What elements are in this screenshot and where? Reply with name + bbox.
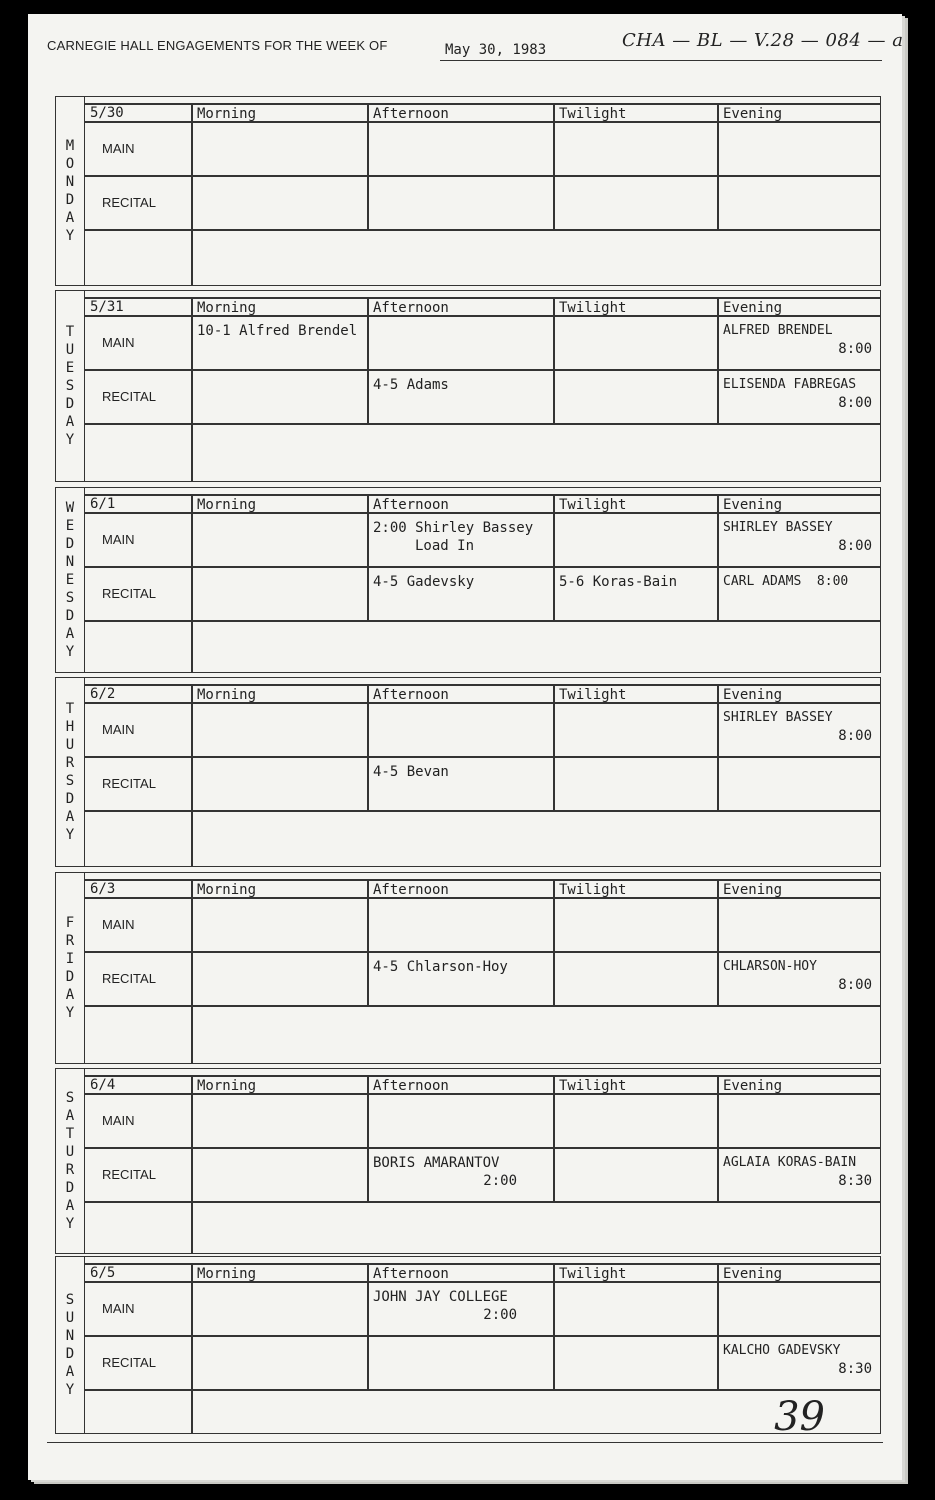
recital-afternoon-time: 2:00 <box>483 1173 517 1189</box>
day-letter: Y <box>65 827 75 843</box>
recital-evening-entry: CHLARSON-HOY <box>723 959 817 974</box>
day-name-vertical <box>56 488 85 672</box>
grid-line <box>717 297 719 423</box>
main-evening-time: 8:00 <box>838 341 872 357</box>
grid-line <box>84 810 880 812</box>
column-header-evening: Evening <box>723 1078 783 1094</box>
day-letter: U <box>65 1310 75 1326</box>
day-letter: A <box>65 987 75 1003</box>
column-header-twilight: Twilight <box>559 882 627 898</box>
day-letter: N <box>65 1328 75 1344</box>
recital-evening-time: 8:00 <box>838 395 872 411</box>
day-block <box>55 872 881 1064</box>
day-letter: D <box>65 1180 75 1196</box>
column-header-morning: Morning <box>197 687 257 703</box>
row-label-main: MAIN <box>102 917 135 932</box>
grid-line <box>717 879 719 1005</box>
grid-line <box>84 423 880 425</box>
grid-line <box>84 229 880 231</box>
grid-line <box>367 103 369 229</box>
column-header-evening: Evening <box>723 106 783 122</box>
main-evening-entry: ALFRED BRENDEL <box>723 323 833 338</box>
column-header-evening: Evening <box>723 882 783 898</box>
grid-line <box>84 1147 880 1149</box>
column-header-twilight: Twilight <box>559 106 627 122</box>
day-date: 6/5 <box>90 1265 116 1281</box>
grid-line <box>84 1201 880 1203</box>
grid-line <box>84 369 880 371</box>
day-letter: A <box>65 210 75 226</box>
grid-line <box>191 103 193 285</box>
recital-evening-time: 8:30 <box>838 1173 872 1189</box>
day-letter: N <box>65 174 75 190</box>
day-grid <box>84 1257 880 1433</box>
day-letter: S <box>65 1090 75 1106</box>
archive-code: CHA — BL — V.28 — 084 — a <box>622 30 904 51</box>
day-letter: F <box>65 915 75 931</box>
day-letter: A <box>65 1108 75 1124</box>
column-header-evening: Evening <box>723 1266 783 1282</box>
day-letter: Y <box>65 228 75 244</box>
day-letter: Y <box>65 1216 75 1232</box>
day-date: 5/30 <box>90 105 124 121</box>
column-header-morning: Morning <box>197 106 257 122</box>
grid-line <box>367 879 369 1005</box>
day-block <box>55 677 881 867</box>
grid-line <box>84 1263 880 1265</box>
grid-line <box>84 684 880 686</box>
day-letter: E <box>65 518 75 534</box>
column-header-twilight: Twilight <box>559 1078 627 1094</box>
day-letter: A <box>65 1198 75 1214</box>
column-header-evening: Evening <box>723 687 783 703</box>
grid-line <box>84 494 880 496</box>
day-letter: S <box>65 590 75 606</box>
day-letter: Y <box>65 1382 75 1398</box>
recital-afternoon-entry: 4-5 Adams <box>373 377 449 393</box>
recital-twilight-entry: 5-6 Koras-Bain <box>559 574 678 590</box>
main-evening-time: 8:00 <box>838 728 872 744</box>
column-header-twilight: Twilight <box>559 497 627 513</box>
recital-afternoon-entry: BORIS AMARANTOV <box>373 1155 500 1171</box>
grid-line <box>84 756 880 758</box>
day-letter: A <box>65 809 75 825</box>
day-letter: T <box>65 324 75 340</box>
day-name-vertical <box>56 1069 85 1253</box>
day-grid <box>84 291 880 481</box>
grid-line <box>717 494 719 620</box>
main-afternoon-note: Load In <box>415 538 475 554</box>
day-letter: D <box>65 791 75 807</box>
day-letter: N <box>65 554 75 570</box>
row-label-main: MAIN <box>102 335 135 350</box>
recital-evening-entry: KALCHO GADEVSKY <box>723 1343 841 1358</box>
day-date: 6/2 <box>90 686 116 702</box>
row-label-recital: RECITAL <box>102 776 156 791</box>
day-letter: A <box>65 414 75 430</box>
grid-line <box>191 1263 193 1433</box>
day-name-vertical <box>56 873 85 1063</box>
grid-line <box>367 494 369 620</box>
day-letter: D <box>65 192 75 208</box>
day-letter: O <box>65 156 75 172</box>
day-letter: Y <box>65 432 75 448</box>
main-morning-entry: 10-1 Alfred Brendel <box>197 323 358 339</box>
day-letter: D <box>65 608 75 624</box>
day-letter: U <box>65 342 75 358</box>
recital-evening-entry: AGLAIA KORAS-BAIN <box>723 1155 857 1170</box>
grid-line <box>367 1263 369 1389</box>
main-evening-entry: SHIRLEY BASSEY <box>723 520 833 535</box>
grid-line <box>84 951 880 953</box>
row-label-recital: RECITAL <box>102 586 156 601</box>
day-block <box>55 1256 881 1434</box>
grid-line <box>553 879 555 1005</box>
grid-line <box>367 684 369 810</box>
day-block <box>55 290 881 482</box>
recital-evening-time: 8:00 <box>838 977 872 993</box>
column-header-afternoon: Afternoon <box>373 882 449 898</box>
day-grid <box>84 678 880 866</box>
column-header-morning: Morning <box>197 1078 257 1094</box>
day-name-vertical <box>56 97 85 285</box>
recital-evening-time: 8:30 <box>838 1361 872 1377</box>
column-header-morning: Morning <box>197 497 257 513</box>
day-letter: S <box>65 1292 75 1308</box>
row-label-main: MAIN <box>102 532 135 547</box>
grid-line <box>553 103 555 229</box>
grid-line <box>84 103 880 105</box>
column-header-twilight: Twilight <box>559 1266 627 1282</box>
column-header-evening: Evening <box>723 497 783 513</box>
grid-line <box>84 566 880 568</box>
day-date: 6/4 <box>90 1077 116 1093</box>
header-underline <box>440 60 882 61</box>
grid-line <box>191 297 193 481</box>
row-label-recital: RECITAL <box>102 195 156 210</box>
column-header-evening: Evening <box>723 300 783 316</box>
column-header-morning: Morning <box>197 1266 257 1282</box>
day-letter: Y <box>65 644 75 660</box>
day-letter: T <box>65 701 75 717</box>
row-label-main: MAIN <box>102 722 135 737</box>
day-letter: D <box>65 396 75 412</box>
grid-line <box>84 1075 880 1077</box>
day-date: 5/31 <box>90 299 124 315</box>
grid-line <box>191 684 193 866</box>
recital-afternoon-entry: 4-5 Bevan <box>373 764 449 780</box>
day-letter: D <box>65 1346 75 1362</box>
day-block <box>55 487 881 673</box>
grid-line <box>717 684 719 810</box>
column-header-twilight: Twilight <box>559 687 627 703</box>
column-header-afternoon: Afternoon <box>373 497 449 513</box>
main-evening-entry: SHIRLEY BASSEY <box>723 710 833 725</box>
day-letter: Y <box>65 1005 75 1021</box>
week-date: May 30, 1983 <box>445 42 547 58</box>
day-name-vertical <box>56 678 85 866</box>
grid-line <box>553 1075 555 1201</box>
page-title: CARNEGIE HALL ENGAGEMENTS FOR THE WEEK OF <box>47 38 388 53</box>
main-afternoon-entry: JOHN JAY COLLEGE <box>373 1289 508 1305</box>
grid-line <box>84 1335 880 1337</box>
grid-line <box>717 1075 719 1201</box>
row-label-main: MAIN <box>102 1113 135 1128</box>
day-block <box>55 1068 881 1254</box>
day-letter: W <box>65 500 75 516</box>
day-block <box>55 96 881 286</box>
row-label-main: MAIN <box>102 1301 135 1316</box>
day-letter: T <box>65 1126 75 1142</box>
main-afternoon-entry: 2:00 Shirley Bassey <box>373 520 534 536</box>
grid-line <box>84 1005 880 1007</box>
grid-line <box>191 494 193 672</box>
column-header-twilight: Twilight <box>559 300 627 316</box>
grid-line <box>84 879 880 881</box>
day-letter: E <box>65 360 75 376</box>
column-header-afternoon: Afternoon <box>373 1266 449 1282</box>
recital-evening-entry: ELISENDA FABREGAS <box>723 377 857 392</box>
column-header-afternoon: Afternoon <box>373 687 449 703</box>
day-letter: R <box>65 755 75 771</box>
main-afternoon-time: 2:00 <box>483 1307 517 1323</box>
day-letter: E <box>65 572 75 588</box>
recital-afternoon-entry: 4-5 Gadevsky <box>373 574 475 590</box>
page-number: 39 <box>774 1394 825 1440</box>
day-grid <box>84 97 880 285</box>
day-letter: R <box>65 933 75 949</box>
row-label-recital: RECITAL <box>102 389 156 404</box>
column-header-afternoon: Afternoon <box>373 1078 449 1094</box>
row-label-recital: RECITAL <box>102 1355 156 1370</box>
column-header-morning: Morning <box>197 300 257 316</box>
day-grid <box>84 1069 880 1253</box>
column-header-afternoon: Afternoon <box>373 300 449 316</box>
bottom-rule <box>47 1442 883 1443</box>
day-letter: U <box>65 1144 75 1160</box>
column-header-afternoon: Afternoon <box>373 106 449 122</box>
column-header-morning: Morning <box>197 882 257 898</box>
grid-line <box>553 1263 555 1389</box>
day-letter: S <box>65 378 75 394</box>
recital-evening-entry: CARL ADAMS 8:00 <box>723 574 849 589</box>
grid-line <box>84 297 880 299</box>
day-date: 6/3 <box>90 881 116 897</box>
day-letter: R <box>65 1162 75 1178</box>
day-grid <box>84 488 880 672</box>
day-letter: M <box>65 138 75 154</box>
grid-line <box>367 297 369 423</box>
day-letter: I <box>65 951 75 967</box>
day-letter: D <box>65 536 75 552</box>
day-letter: U <box>65 737 75 753</box>
main-evening-time: 8:00 <box>838 538 872 554</box>
day-letter: D <box>65 969 75 985</box>
grid-line <box>191 879 193 1063</box>
grid-line <box>84 1389 880 1391</box>
grid-line <box>553 297 555 423</box>
grid-line <box>84 175 880 177</box>
grid-line <box>717 103 719 229</box>
day-letter: A <box>65 1364 75 1380</box>
day-name-vertical <box>56 291 85 481</box>
day-date: 6/1 <box>90 496 116 512</box>
grid-line <box>191 1075 193 1253</box>
row-label-recital: RECITAL <box>102 1167 156 1182</box>
row-label-main: MAIN <box>102 141 135 156</box>
day-name-vertical <box>56 1257 85 1433</box>
day-letter: H <box>65 719 75 735</box>
grid-line <box>84 620 880 622</box>
grid-line <box>717 1263 719 1389</box>
day-grid <box>84 873 880 1063</box>
grid-line <box>553 494 555 620</box>
recital-afternoon-entry: 4-5 Chlarson-Hoy <box>373 959 508 975</box>
row-label-recital: RECITAL <box>102 971 156 986</box>
day-letter: S <box>65 773 75 789</box>
day-letter: A <box>65 626 75 642</box>
grid-line <box>367 1075 369 1201</box>
grid-line <box>553 684 555 810</box>
